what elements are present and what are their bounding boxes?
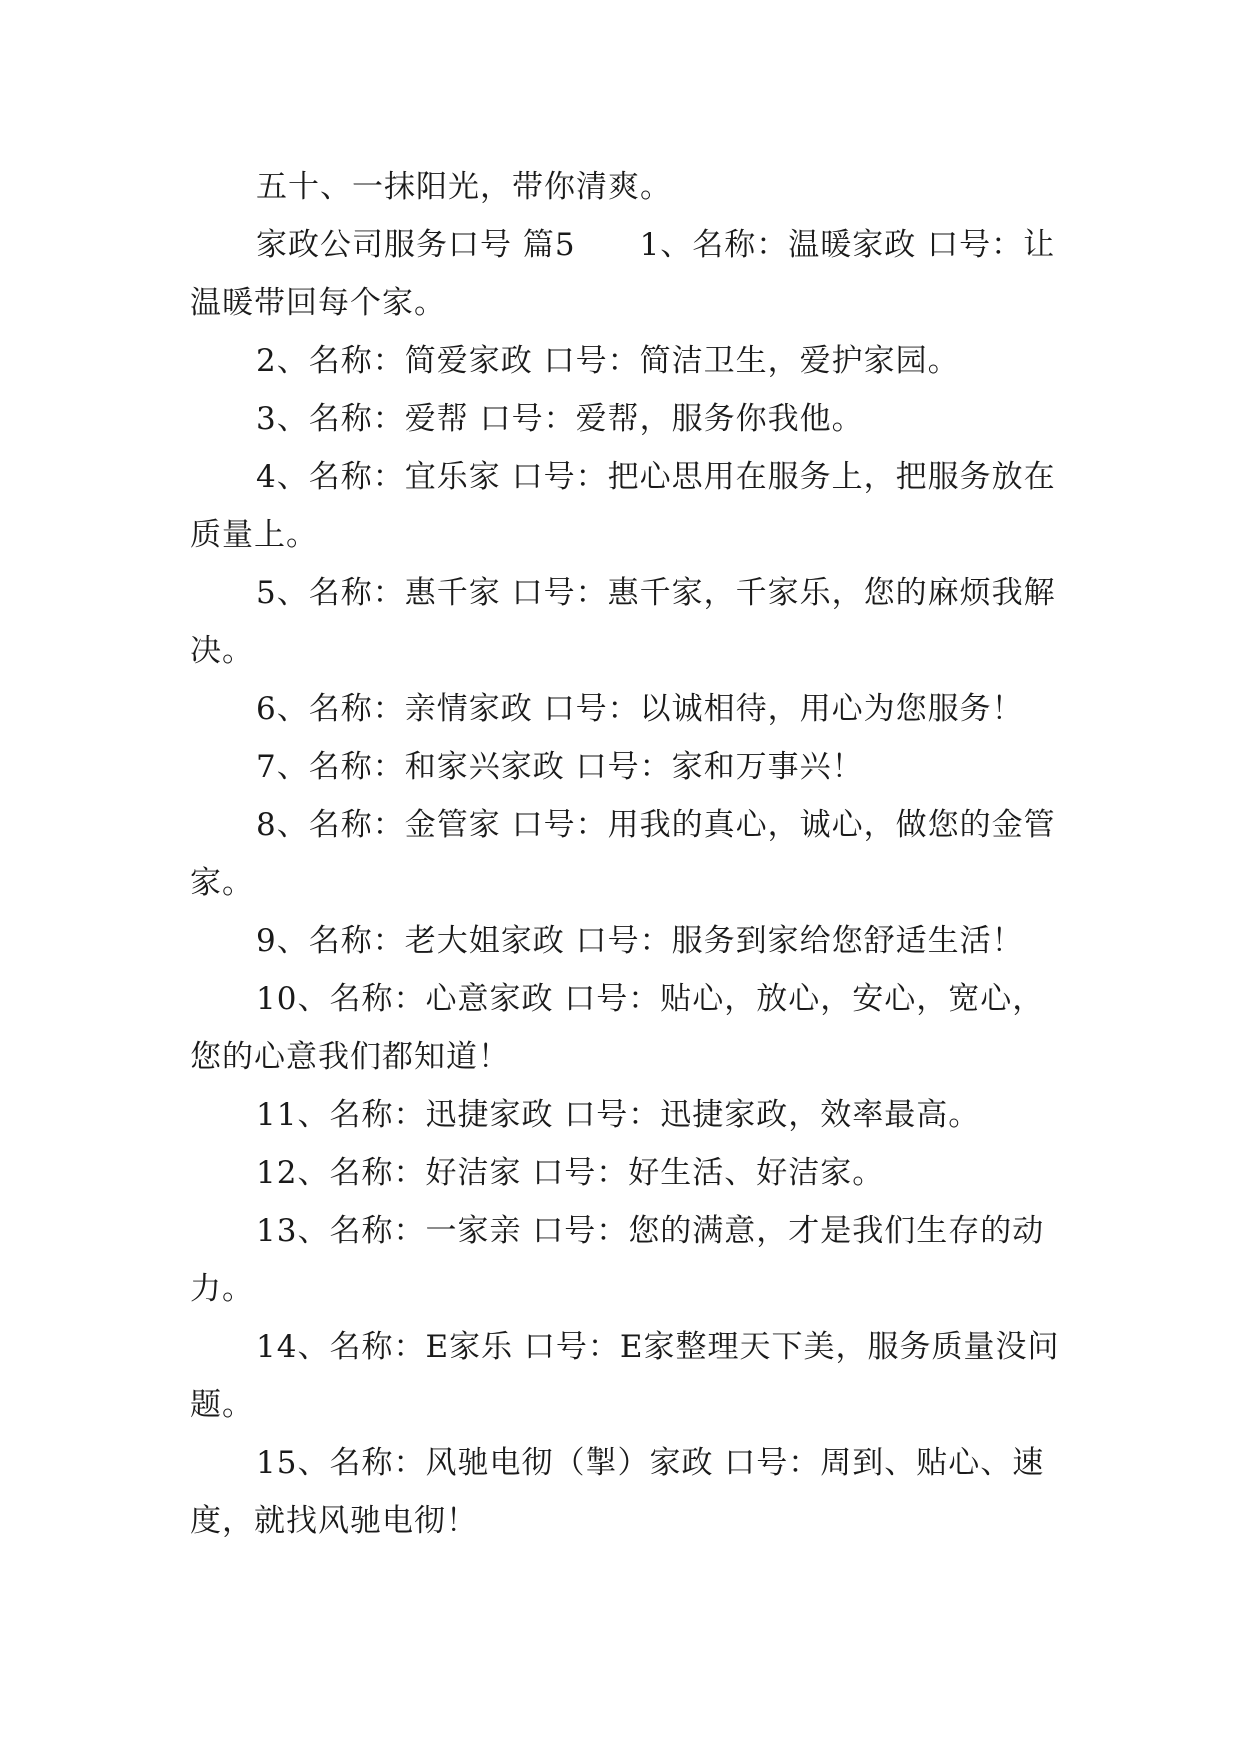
paragraph-item-6: 6、名称：亲情家政 口号：以诚相待，用心为您服务！	[256, 691, 1024, 727]
paragraph-item-12: 12、名称：好洁家 口号：好生活、好洁家。	[256, 1155, 885, 1191]
paragraph-item-8: 8、名称：金管家 口号：用我的真心，诚心，做您的金管家。	[190, 807, 1056, 901]
paragraph-item-7: 7、名称：和家兴家政 口号：家和万事兴！	[256, 749, 864, 785]
paragraph-item-5: 5、名称：惠千家 口号：惠千家，千家乐，您的麻烦我解决。	[190, 575, 1056, 669]
paragraph-item-3: 3、名称：爱帮 口号：爱帮，服务你我他。	[256, 401, 864, 437]
document-body	[190, 158, 1070, 1550]
paragraph-item-11: 11、名称：迅捷家政 口号：迅捷家政，效率最高。	[256, 1097, 981, 1133]
paragraph-item-9: 9、名称：老大姐家政 口号：服务到家给您舒适生活！	[256, 923, 1024, 959]
paragraph-item-10: 10、名称：心意家政 口号：贴心，放心，安心，宽心，您的心意我们都知道！	[190, 981, 1045, 1075]
paragraph-item-13: 13、名称：一家亲 口号：您的满意，才是我们生存的动力。	[190, 1213, 1045, 1307]
paragraph-item-4: 4、名称：宜乐家 口号：把心思用在服务上，把服务放在质量上。	[190, 459, 1056, 553]
paragraph-item-15: 15、名称：风驰电彻（掣）家政 口号：周到、贴心、速度，就找风驰电彻！	[190, 1445, 1045, 1539]
paragraph-item-2: 2、名称：简爱家政 口号：简洁卫生，爱护家园。	[256, 343, 960, 379]
paragraph-item-1: 家政公司服务口号 篇5 1、名称：温暖家政 口号：让温暖带回每个家。	[190, 227, 1056, 321]
paragraph-intro: 五十、一抹阳光，带你清爽。	[256, 169, 672, 205]
paragraph-item-14: 14、名称：E家乐 口号：E家整理天下美，服务质量没问题。	[190, 1329, 1060, 1423]
